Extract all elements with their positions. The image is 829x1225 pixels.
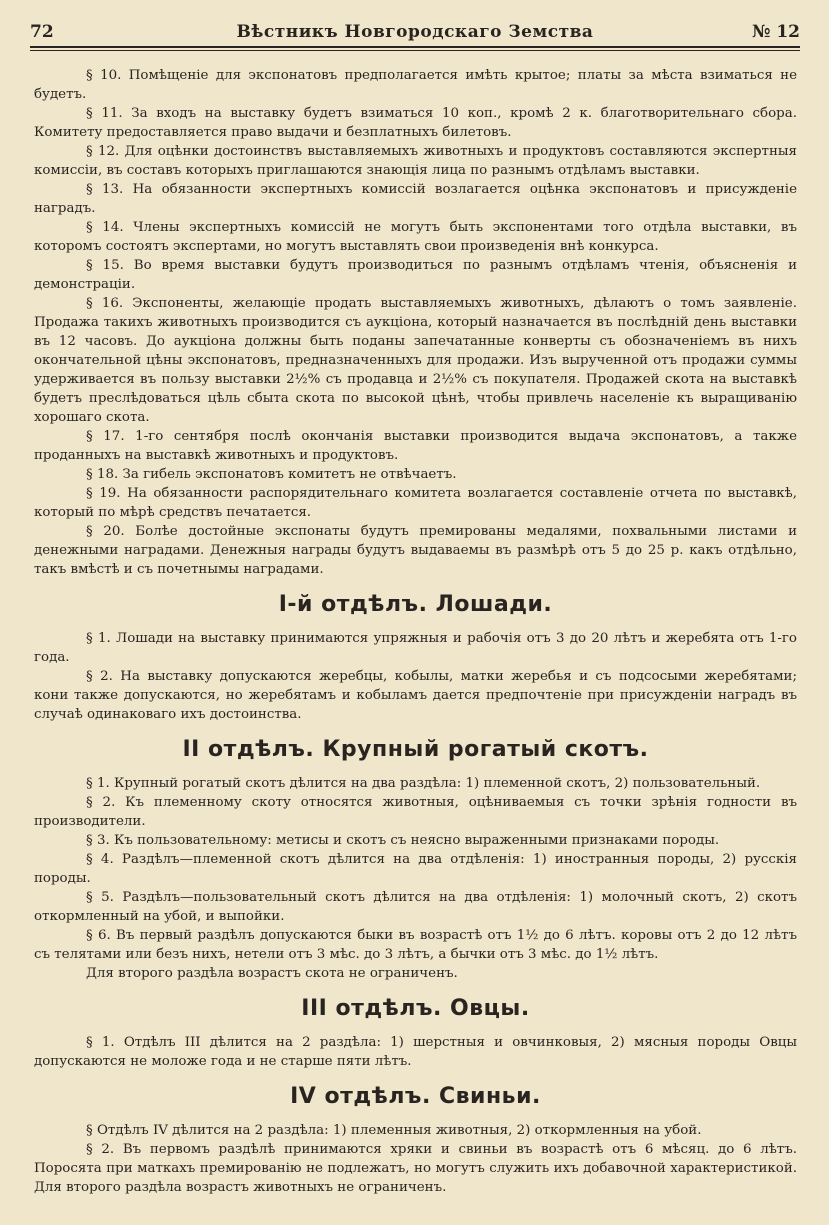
paragraph: § 6. Въ первый раздѣлъ допускаются быки въ возрастѣ отъ 1½ до 6 лѣтъ. коровы отъ 2 до 12 лѣтъ съ телятами или безъ нихъ, нетели отъ 3 мѣс. до 3 лѣтъ, а бычки отъ 3 мѣс. до 1½ лѣтъ. <box>34 928 797 962</box>
paragraph: § 5. Раздѣлъ—пользовательный скотъ дѣлится на два отдѣленія: 1) молочный скотъ, 2) скотъ откормленный на убой, и выпойки. <box>34 890 797 924</box>
paragraph: § 19. На обязанности распорядительнаго комитета возлагается составленіе отчета по выставкѣ, который по мѣрѣ средствъ печатается. <box>34 486 797 520</box>
journal-title: Вѣстникъ Новгородскаго Земства <box>236 22 594 42</box>
paragraph: § 2. Въ первомъ раздѣлѣ принимаются хряки и свиньи въ возрастѣ отъ 6 мѣсяц. до 6 лѣтъ. Поросята при маткахъ премированію не подлежатъ, но могутъ служить ихъ добавочной характеристикой. Для второго раздѣла возрастъ животныхъ не ограниченъ. <box>34 1142 797 1195</box>
running-header <box>30 18 800 48</box>
paragraph: § 11. За входъ на выставку будетъ взиматься 10 коп., кромѣ 2 к. благотворительнаго сбора. Комитету предоставляется право выдачи и безплатныхъ билетовъ. <box>34 106 797 140</box>
paragraph: § Отдѣлъ IV дѣлится на 2 раздѣла: 1) племенныя животныя, 2) откормленныя на убой. <box>86 1123 702 1138</box>
document-body <box>34 66 797 1197</box>
paragraph: § 2. На выставку допускаются жеребцы, кобылы, матки жеребья и съ подсосыми жеребятами; кони также допускаются, но жеребятамъ и кобыламъ дается предпочтеніе при присужденіи наградъ въ случаѣ одинаковаго ихъ достоинства. <box>34 669 797 722</box>
paragraph: § 3. Къ пользовательному: метисы и скотъ съ неясно выраженными признаками породы. <box>86 833 720 848</box>
paragraph: § 4. Раздѣлъ—племенной скотъ дѣлится на два отдѣленія: 1) иностранныя породы, 2) русскія породы. <box>34 852 797 886</box>
paragraph: § 18. За гибель экспонатовъ комитетъ не отвѣчаетъ. <box>86 467 457 482</box>
section-heading-pigs: IV отдѣлъ. Свиньи. <box>290 1084 541 1109</box>
section-heading-sheep: III отдѣлъ. Овцы. <box>301 996 530 1021</box>
paragraph: § 12. Для оцѣнки достоинствъ выставляемыхъ животныхъ и продуктовъ составляются экспертныя комиссіи, въ составъ которыхъ приглашаются знающія лица по разнымъ отдѣламъ выставки. <box>34 144 797 178</box>
paragraph: § 16. Экспоненты, желающіе продать выставляемыхъ животныхъ, дѣлаютъ о томъ заявленіе. Продажа такихъ животныхъ производится съ аукціона, который назначается въ послѣдній день выставки въ 12 часовъ. До аукціона должны быть поданы запечатанные конверты съ обозначеніемъ въ нихъ окончательной цѣны экспонатовъ, предназначенныхъ для продажи. Изъ вырученной отъ продажи суммы удерживается въ пользу выставки 2½% съ продавца и 2½% съ покупателя. Продажей скота на выставкѣ будетъ преслѣдоваться цѣль сбыта скота по высокой цѣнѣ, чтобы привлечь населеніе къ выращиванію хорошаго скота. <box>34 296 797 425</box>
paragraph: § 13. На обязанности экспертныхъ комиссій возлагается оцѣнка экспонатовъ и присужденіе наградъ. <box>34 182 797 216</box>
issue-number: № 12 <box>751 22 800 42</box>
paragraph: § 2. Къ племенному скоту относятся животныя, оцѣниваемыя съ точки зрѣнія годности въ производители. <box>34 795 797 829</box>
paragraph: § 1. Крупный рогатый скотъ дѣлится на два раздѣла: 1) племенной скотъ, 2) пользовательный. <box>86 776 761 791</box>
header-rule <box>30 46 800 48</box>
paragraph: § 10. Помѣщеніе для экспонатовъ предполагается имѣть крытое; платы за мѣста взиматься не будетъ. <box>34 68 797 102</box>
paragraph: § 17. 1-го сентября послѣ окончанія выставки производится выдача экспонатовъ, а также проданныхъ на выставкѣ животныхъ и продуктовъ. <box>34 429 797 463</box>
paragraph: § 1. Отдѣлъ III дѣлится на 2 раздѣла: 1) шерстныя и овчинковыя, 2) мясныя породы Овцы допускаются не моложе года и не старше пяти лѣтъ. <box>34 1035 797 1069</box>
section-heading-cattle: II отдѣлъ. Крупный рогатый скотъ. <box>182 737 649 762</box>
paragraph: § 20. Болѣе достойные экспонаты будутъ премированы медалями, похвальными листами и денежными наградами. Денежныя награды будутъ выдаваемы въ размѣрѣ отъ 5 до 25 р. какъ отдѣльно, такъ вмѣстѣ и съ почетнымы наградами. <box>34 524 797 577</box>
paragraph: § 1. Лошади на выставку принимаются упряжныя и рабочія отъ 3 до 20 лѣтъ и жеребята отъ 1-го года. <box>34 631 797 665</box>
section-heading-horses: I-й отдѣлъ. Лошади. <box>278 592 553 617</box>
paragraph: § 15. Во время выставки будутъ производиться по разнымъ отдѣламъ чтенія, объясненія и демонстраціи. <box>34 258 797 292</box>
page-number: 72 <box>30 22 54 42</box>
paragraph: Для второго раздѣла возрастъ скота не ограниченъ. <box>86 966 458 981</box>
header-rule-thin <box>30 50 800 51</box>
paragraph: § 14. Члены экспертныхъ комиссій не могутъ быть экспонентами того отдѣла выставки, въ которомъ состоятъ экспертами, но могутъ выставлять свои произведенія внѣ конкурса. <box>34 220 797 254</box>
